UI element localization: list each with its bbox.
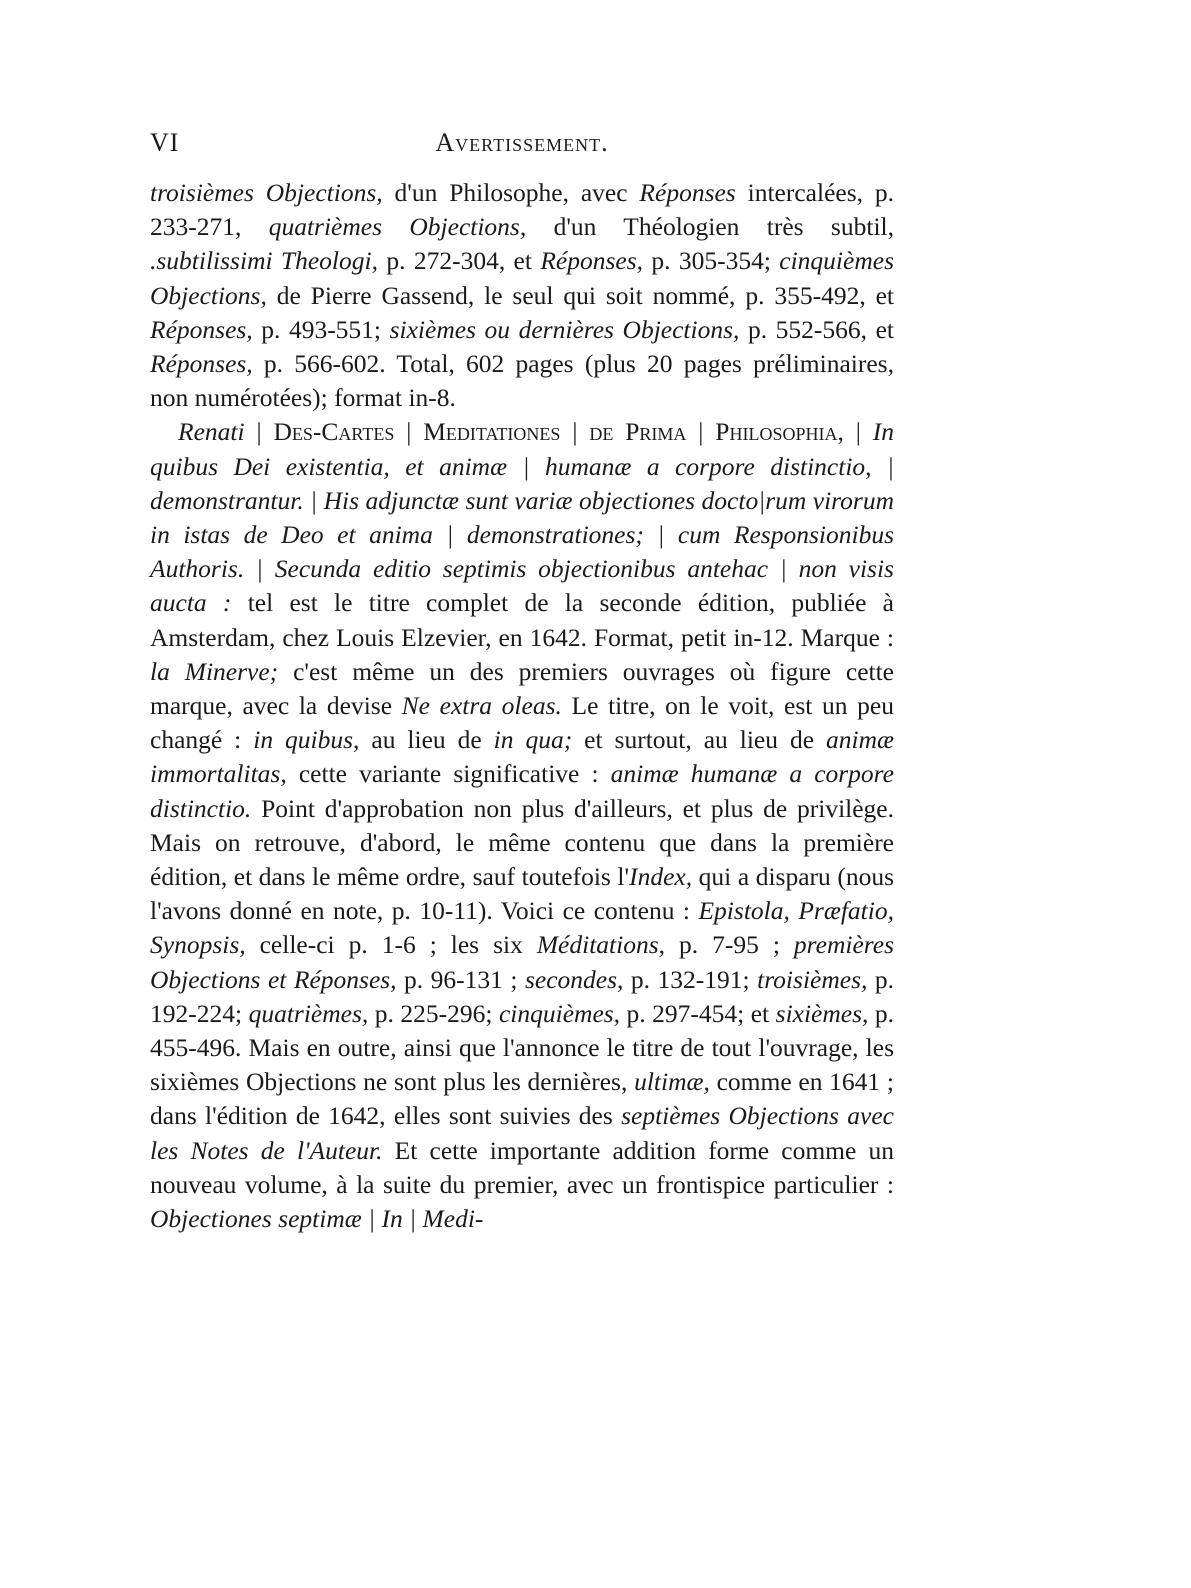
text-span: c'est même un des premiers ouvrages où figure cette marque, avec la devise (150, 656, 894, 721)
text-span: | (244, 417, 274, 447)
italic-span: secondes, (525, 964, 624, 994)
text-span: tel est le titre complet de la seconde édition, publiée à Amsterdam, chez Louis Elzevier, en 1642. Format, petit in-12. Marque : (150, 588, 894, 652)
text-span: p. 552-566, et (739, 314, 894, 344)
text-span: intercalées, p. 233-271, (150, 178, 895, 242)
italic-span: premières Objections et Réponses, (150, 930, 894, 994)
italic-span: la Minerve; (150, 656, 279, 686)
text-span: p. 7-95 ; (665, 930, 794, 960)
text-span: p. 297-454; et (620, 998, 776, 1028)
text-span: au lieu de (359, 725, 494, 755)
text-span: p. 493-551; (252, 314, 390, 344)
text-span: | (843, 417, 873, 447)
italic-span: septièmes Objections avec les Notes de l'Auteur. (150, 1101, 894, 1165)
text-span: cette variante significative : (286, 759, 611, 789)
italic-span: sixièmes, (775, 998, 869, 1028)
italic-span: In quibus Dei existentia, et animæ | humanæ a corpore distinctio, | demonstrantur. | His adjunctæ sunt variæ objectiones docto|rum virorum in istas de Deo et anima | demonstrationes; | cum Responsionibus Authoris. | Secunda editio septimis objectionibus antehac | non visis aucta : (150, 417, 895, 618)
italic-span: quatrièmes Objections, (268, 212, 527, 242)
text-span: p. 566-602. Total, 602 pages (plus 20 pages préliminaires, non numérotées); format in-8. (150, 349, 894, 413)
italic-span: Réponses, (150, 314, 253, 344)
text-span: p. 132-191; (623, 964, 758, 994)
text-span: Point d'approbation non plus d'ailleurs, et plus de privilège. Mais on retrouve, d'abord, le même contenu que dans la première édition, et dans le même ordre, sauf toutefois l' (150, 793, 894, 892)
text-span: et surtout, au lieu de (572, 725, 826, 755)
page-number: VI (150, 128, 180, 157)
text-span: d'un Théologien très subtil, (526, 212, 894, 242)
italic-span: animæ humanæ a corpore distinctio. (150, 759, 894, 823)
italic-span: Ne extra oleas. (401, 691, 562, 721)
italic-span: Renati (178, 417, 245, 447)
running-header (150, 128, 894, 164)
italic-span: Réponses, (540, 246, 643, 276)
italic-span: Réponses (639, 178, 736, 207)
italic-span: Méditations, (536, 930, 666, 960)
text-span: de Pierre Gassend, le seul qui soit nommé, p. 355-492, et (266, 280, 894, 310)
italic-span: troisièmes Objections, (150, 178, 383, 207)
italic-span: quatrièmes, (248, 998, 369, 1028)
italic-span: Epistola, Præfatio, Synopsis, (150, 896, 894, 960)
text-span: d'un Philosophe, avec (382, 178, 640, 207)
text-span: p. 272-304, et (377, 246, 541, 276)
italic-span: cinquièmes, (498, 998, 621, 1028)
text-span: p. 305-354; (643, 246, 780, 276)
italic-span: Objectiones septimæ | In | Medi- (150, 1204, 484, 1234)
italic-span: sixièmes ou dernières Objections, (389, 314, 740, 344)
text-span: p. 225-296; (368, 998, 499, 1028)
text-span: comme en 1641 ; dans l'édition de 1642, elles sont suivies des (150, 1067, 894, 1131)
text-span: qui a disparu (nous l'avons donné en note, p. 10-11). Voici ce contenu : (150, 862, 894, 926)
italic-span: cinquièmes Objections, (150, 246, 894, 310)
italic-span: Index, (629, 862, 693, 892)
italic-span: Réponses, (150, 349, 253, 379)
text-span: p. 192-224; (150, 964, 895, 1028)
italic-span: .subtilissimi Theologi, (150, 246, 378, 276)
text-span: p. 96-131 ; (396, 964, 525, 994)
paragraph-1 (150, 176, 894, 415)
text-span: celle-ci p. 1-6 ; les six (245, 930, 537, 960)
italic-span: ultimæ, (634, 1067, 710, 1097)
italic-span: animæ immortalitas, (150, 725, 895, 789)
text-span: p. 455-496. Mais en outre, ainsi que l'annonce le titre de tout l'ouvrage, les sixièmes Objections ne sont plus les dernières, (150, 998, 895, 1097)
text-span: Et cette importante addition forme comme un nouveau volume, à la suite du premier, avec un frontispice particulier : (150, 1135, 894, 1199)
italic-span: in quibus, (253, 725, 360, 755)
italic-span: troisièmes, (757, 964, 868, 994)
body-text (150, 176, 894, 1236)
italic-span: in qua; (493, 725, 573, 755)
running-title: Avertissement. (435, 128, 609, 157)
small-caps-span: Des-Cartes | Meditationes | de Prima | Philosophia, (273, 417, 844, 447)
text-span: Le titre, on le voit, est un peu changé : (150, 691, 894, 755)
paragraph-2 (150, 415, 894, 1236)
